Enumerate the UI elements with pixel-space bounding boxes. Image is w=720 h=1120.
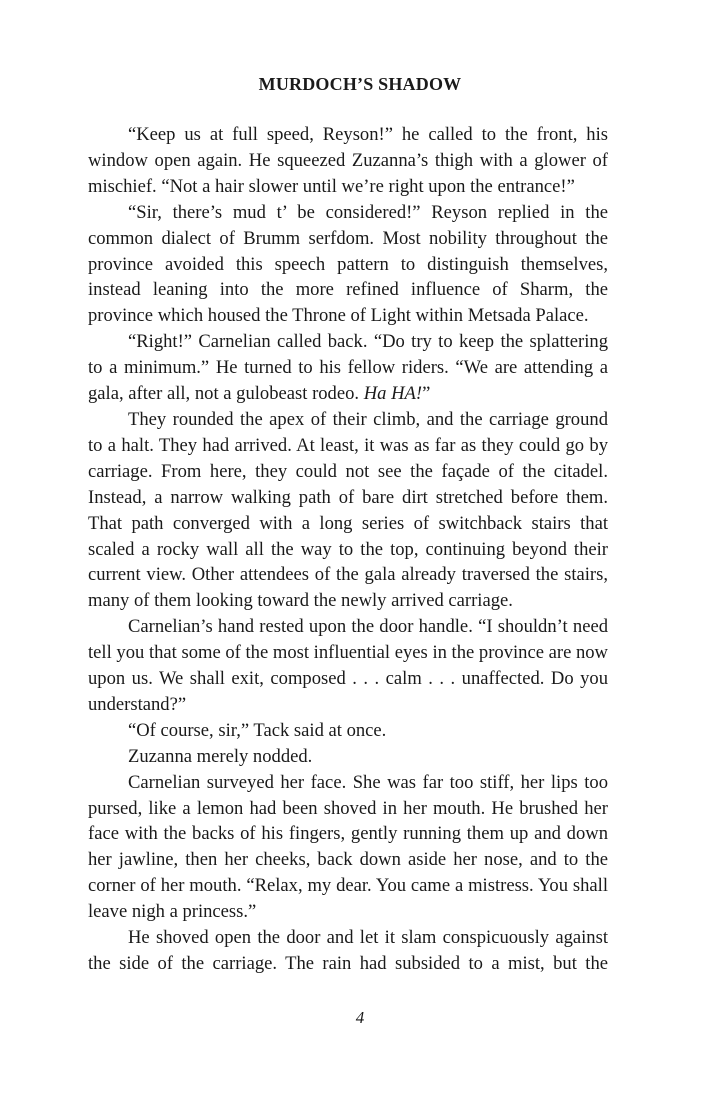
paragraph: He shoved open the door and let it slam conspicuously against the side of the carriage. The rain had subsided to a mist, but the (88, 927, 608, 974)
page-number: 4 (355, 1008, 365, 1027)
paragraph: “Sir, there’s mud t’ be considered!” Reyson replied in the common dialect of Brumm serfdom. Most nobility throughout the province avoided this speech pattern to distinguish themselves, instead leaning into the more refined influence of Sharm, the province which housed the Throne of Light within Metsada Palace. (88, 201, 608, 327)
paragraph (88, 329, 608, 407)
running-head: MURDOCH’S SHADOW (258, 74, 462, 94)
paragraph: “Keep us at full speed, Reyson!” he called to the front, his window open again. He squeezed Zuzanna’s thigh with a glower of mischief. “Not a hair slower until we’re right upon the entrance!” (88, 124, 608, 197)
paragraph-text: ” (422, 383, 431, 405)
paragraph-text: “Right!” Carnelian called back. “Do try to keep the splattering to a minimum.” He turned to his fellow riders. “We are attending a gala, after all, not a gulobeast rodeo. (88, 331, 608, 405)
paragraph: They rounded the apex of their climb, and the carriage ground to a halt. They had arrived. At least, it was as far as they could go by carriage. From here, they could not see the façade of the citadel. Instead, a narrow walking path of bare dirt stretched before them. That path converged with a long series of switchback stairs that scaled a rocky wall all the way to the top, continuing beyond their current view. Other attendees of the gala already traversed the stairs, many of them looking toward the newly arrived carriage. (88, 408, 608, 612)
paragraph: Carnelian’s hand rested upon the door handle. “I shouldn’t need tell you that some of the most influential eyes in the province are now upon us. We shall exit, composed . . . calm . . . unaffected. Do you understand?” (88, 616, 608, 715)
paragraph: Zuzanna merely nodded. (128, 745, 313, 767)
paragraph-italic-text: Ha HA! (363, 383, 423, 405)
body-text (88, 122, 608, 977)
paragraph: “Of course, sir,” Tack said at once. (128, 719, 387, 741)
paragraph: Carnelian surveyed her face. She was far too stiff, her lips too pursed, like a lemon had been shoved in her mouth. He brushed her face with the backs of his fingers, gently running them up and down her jawline, then her cheeks, back down aside her nose, and to the corner of her mouth. “Relax, my dear. You came a mistress. You shall leave nigh a princess.” (88, 771, 608, 923)
